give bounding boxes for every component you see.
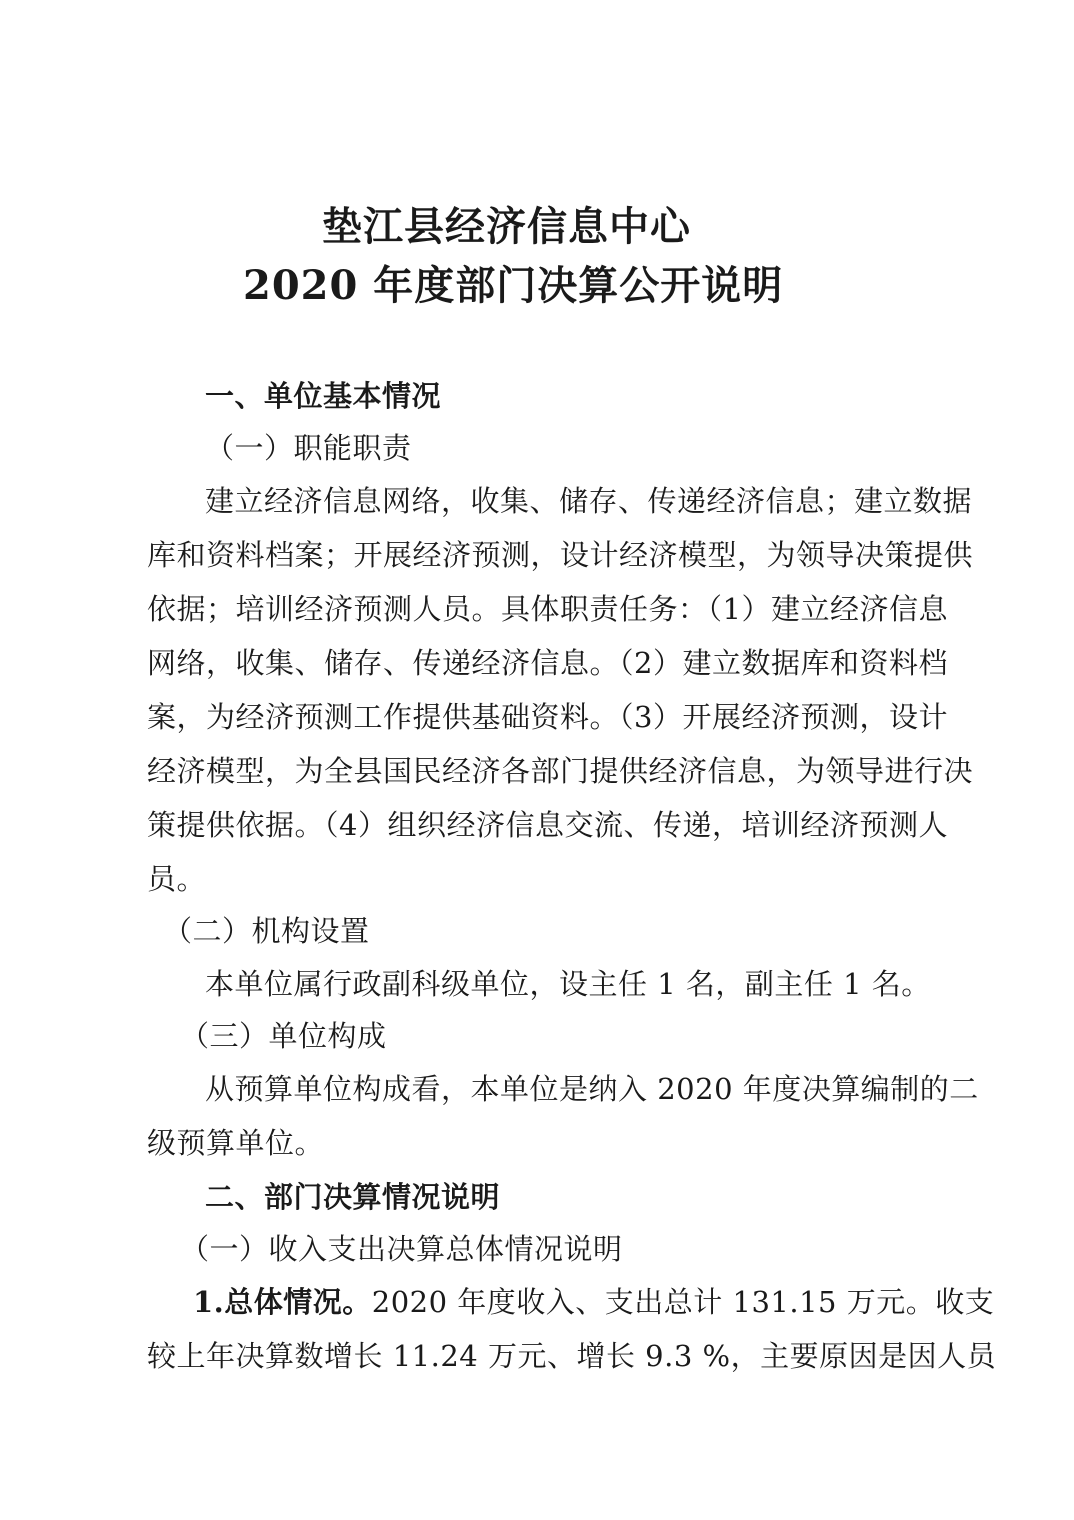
- paragraph-line: 经济模型，为全县国民经济各部门提供经济信息，为领导进行决: [147, 754, 974, 788]
- paragraph-line: 库和资料档案；开展经济预测，设计经济模型，为领导决策提供: [147, 538, 974, 572]
- paragraph-line: 本单位属行政副科级单位，设主任 1 名，副主任 1 名。: [205, 967, 931, 1001]
- paragraph-line: 策提供依据。（4）组织经济信息交流、传递，培训经济预测人: [147, 808, 948, 842]
- paragraph-line: 级预算单位。: [147, 1126, 325, 1160]
- document-title-line-2: 2020 年度部门决算公开说明: [243, 262, 784, 309]
- subsection-1-2-heading: （二）机构设置: [163, 914, 370, 948]
- item-1-label: 1.总体情况。: [193, 1285, 372, 1319]
- section-1-heading: 一、单位基本情况: [205, 379, 442, 413]
- paragraph-line: 较上年决算数增长 11.24 万元、增长 9.3 %，主要原因是因人员: [147, 1339, 997, 1373]
- item-1-text: 2020 年度收入、支出总计 131.15 万元。收支: [371, 1285, 995, 1319]
- subsection-2-1-heading: （一）收入支出决算总体情况说明: [180, 1232, 623, 1266]
- paragraph-line: [147, 1282, 995, 1322]
- paragraph-line: 网络，收集、储存、传递经济信息。（2）建立数据库和资料档: [147, 646, 948, 680]
- paragraph-line: 建立经济信息网络，收集、储存、传递经济信息；建立数据: [205, 484, 973, 518]
- paragraph-line: 员。: [147, 862, 207, 896]
- paragraph-line: 从预算单位构成看，本单位是纳入 2020 年度决算编制的二: [205, 1072, 979, 1106]
- subsection-1-1-heading: （一）职能职责: [205, 431, 412, 465]
- section-2-heading: 二、部门决算情况说明: [205, 1180, 501, 1214]
- paragraph-line: 依据；培训经济预测人员。具体职责任务：（1）建立经济信息: [147, 592, 948, 626]
- paragraph-line: 案，为经济预测工作提供基础资料。（3）开展经济预测，设计: [147, 700, 948, 734]
- subsection-1-3-heading: （三）单位构成: [180, 1019, 387, 1053]
- document-title-line-1: 垫江县经济信息中心: [322, 203, 691, 250]
